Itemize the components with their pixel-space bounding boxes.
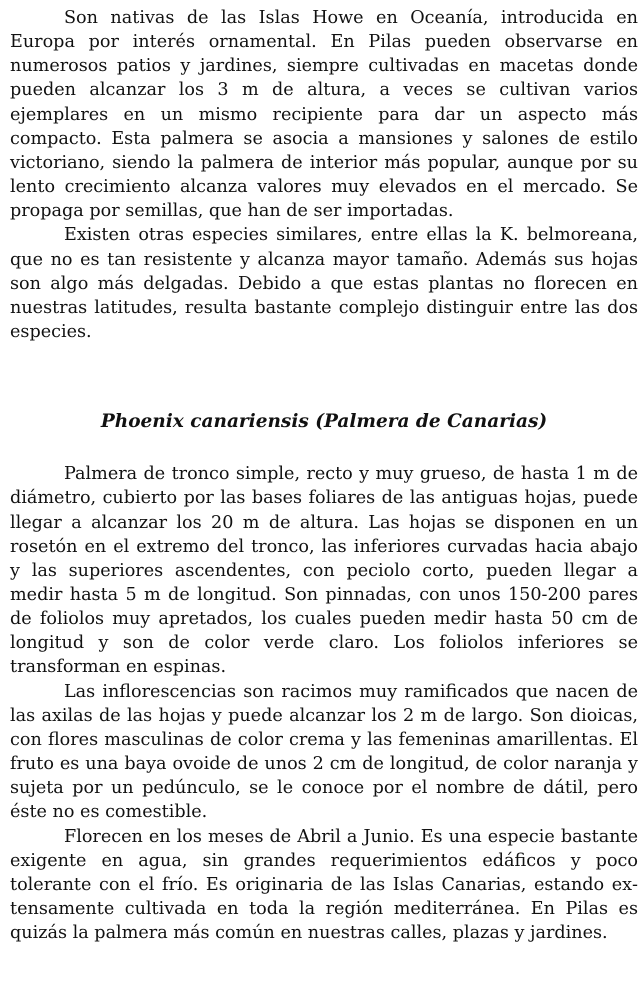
- intro-paragraph-1: Son nativas de las Islas Howe en Oceanía, introducida en Europa por interés ornamental. En Pilas pueden observarse en numerosos patios y jardines, siempre cultivadas en macetas donde pueden alcanzar los 3 m de altura, a veces se cultivan varios ejemplares en un mismo recipiente para dar un aspecto más compacto. Esta palmera se asocia a mansiones y salones de estilo victoriano, siendo la palmera de interior más popular, aunque por su lento crecimiento alcanza valores muy elevados en el mercado. Se propaga por semillas, que han de ser importadas.: [10, 8, 638, 222]
- section-body: [10, 462, 638, 945]
- section-paragraph-2: Las inflorescencias son racimos muy ramificados que nacen de las axilas de las hojas y puede alcanzar los 2 m de largo. Son dioicas, con flores masculinas de color crema y las femeninas amarillentas. El fruto es una baya ovoide de unos 2 cm de longitud, de color naranja y sujeta por un pedúnculo, se le conoce por el nombre de dátil, pero éste no es comestible.: [10, 681, 638, 823]
- intro-text: [10, 6, 638, 344]
- section-paragraph-3: Florecen en los meses de Abril a Junio. Es una especie bastante exigente en agua, sin grandes requerimientos edáficos y poco tolerante con el frío. Es originaria de las Islas Canarias, estando extensamente cultivada en toda la región mediterránea. En Pilas es quizás la palmera más común en nuestras calles, plazas y jardines.: [10, 826, 638, 944]
- heading-gap: [10, 434, 638, 462]
- section-paragraph-1: Palmera de tronco simple, recto y muy grueso, de hasta 1 m de diámetro, cubierto por las bases foliares de las antiguas hojas, puede llegar a alcanzar los 20 m de altura. Las hojas se disponen en un rosetón en el extremo del tronco, las inferiores curvadas hacia abajo y las superiores ascendentes, con peciolo corto, pueden llegar a medir hasta 5 m de longitud. Son pinnadas, con unos 150-200 pares de foliolos muy apretados, los cuales pueden medir hasta 50 cm de longitud y son de color verde claro. Los foliolos inferiores se transforman en espinas.: [10, 464, 638, 678]
- intro-paragraph-2: Existen otras especies similares, entre ellas la K. belmoreana, que no es tan resistente y alcanza mayor tamaño. Además sus hojas son algo más delgadas. Debido a que estas plantas no florecen en nuestras latitudes, resulta bastante complejo distinguir entre las dos especies.: [10, 225, 638, 343]
- section-heading: Phoenix canariensis (Palmera de Canarias): [100, 411, 548, 433]
- document-page: [10, 6, 638, 945]
- section-gap: [10, 344, 638, 410]
